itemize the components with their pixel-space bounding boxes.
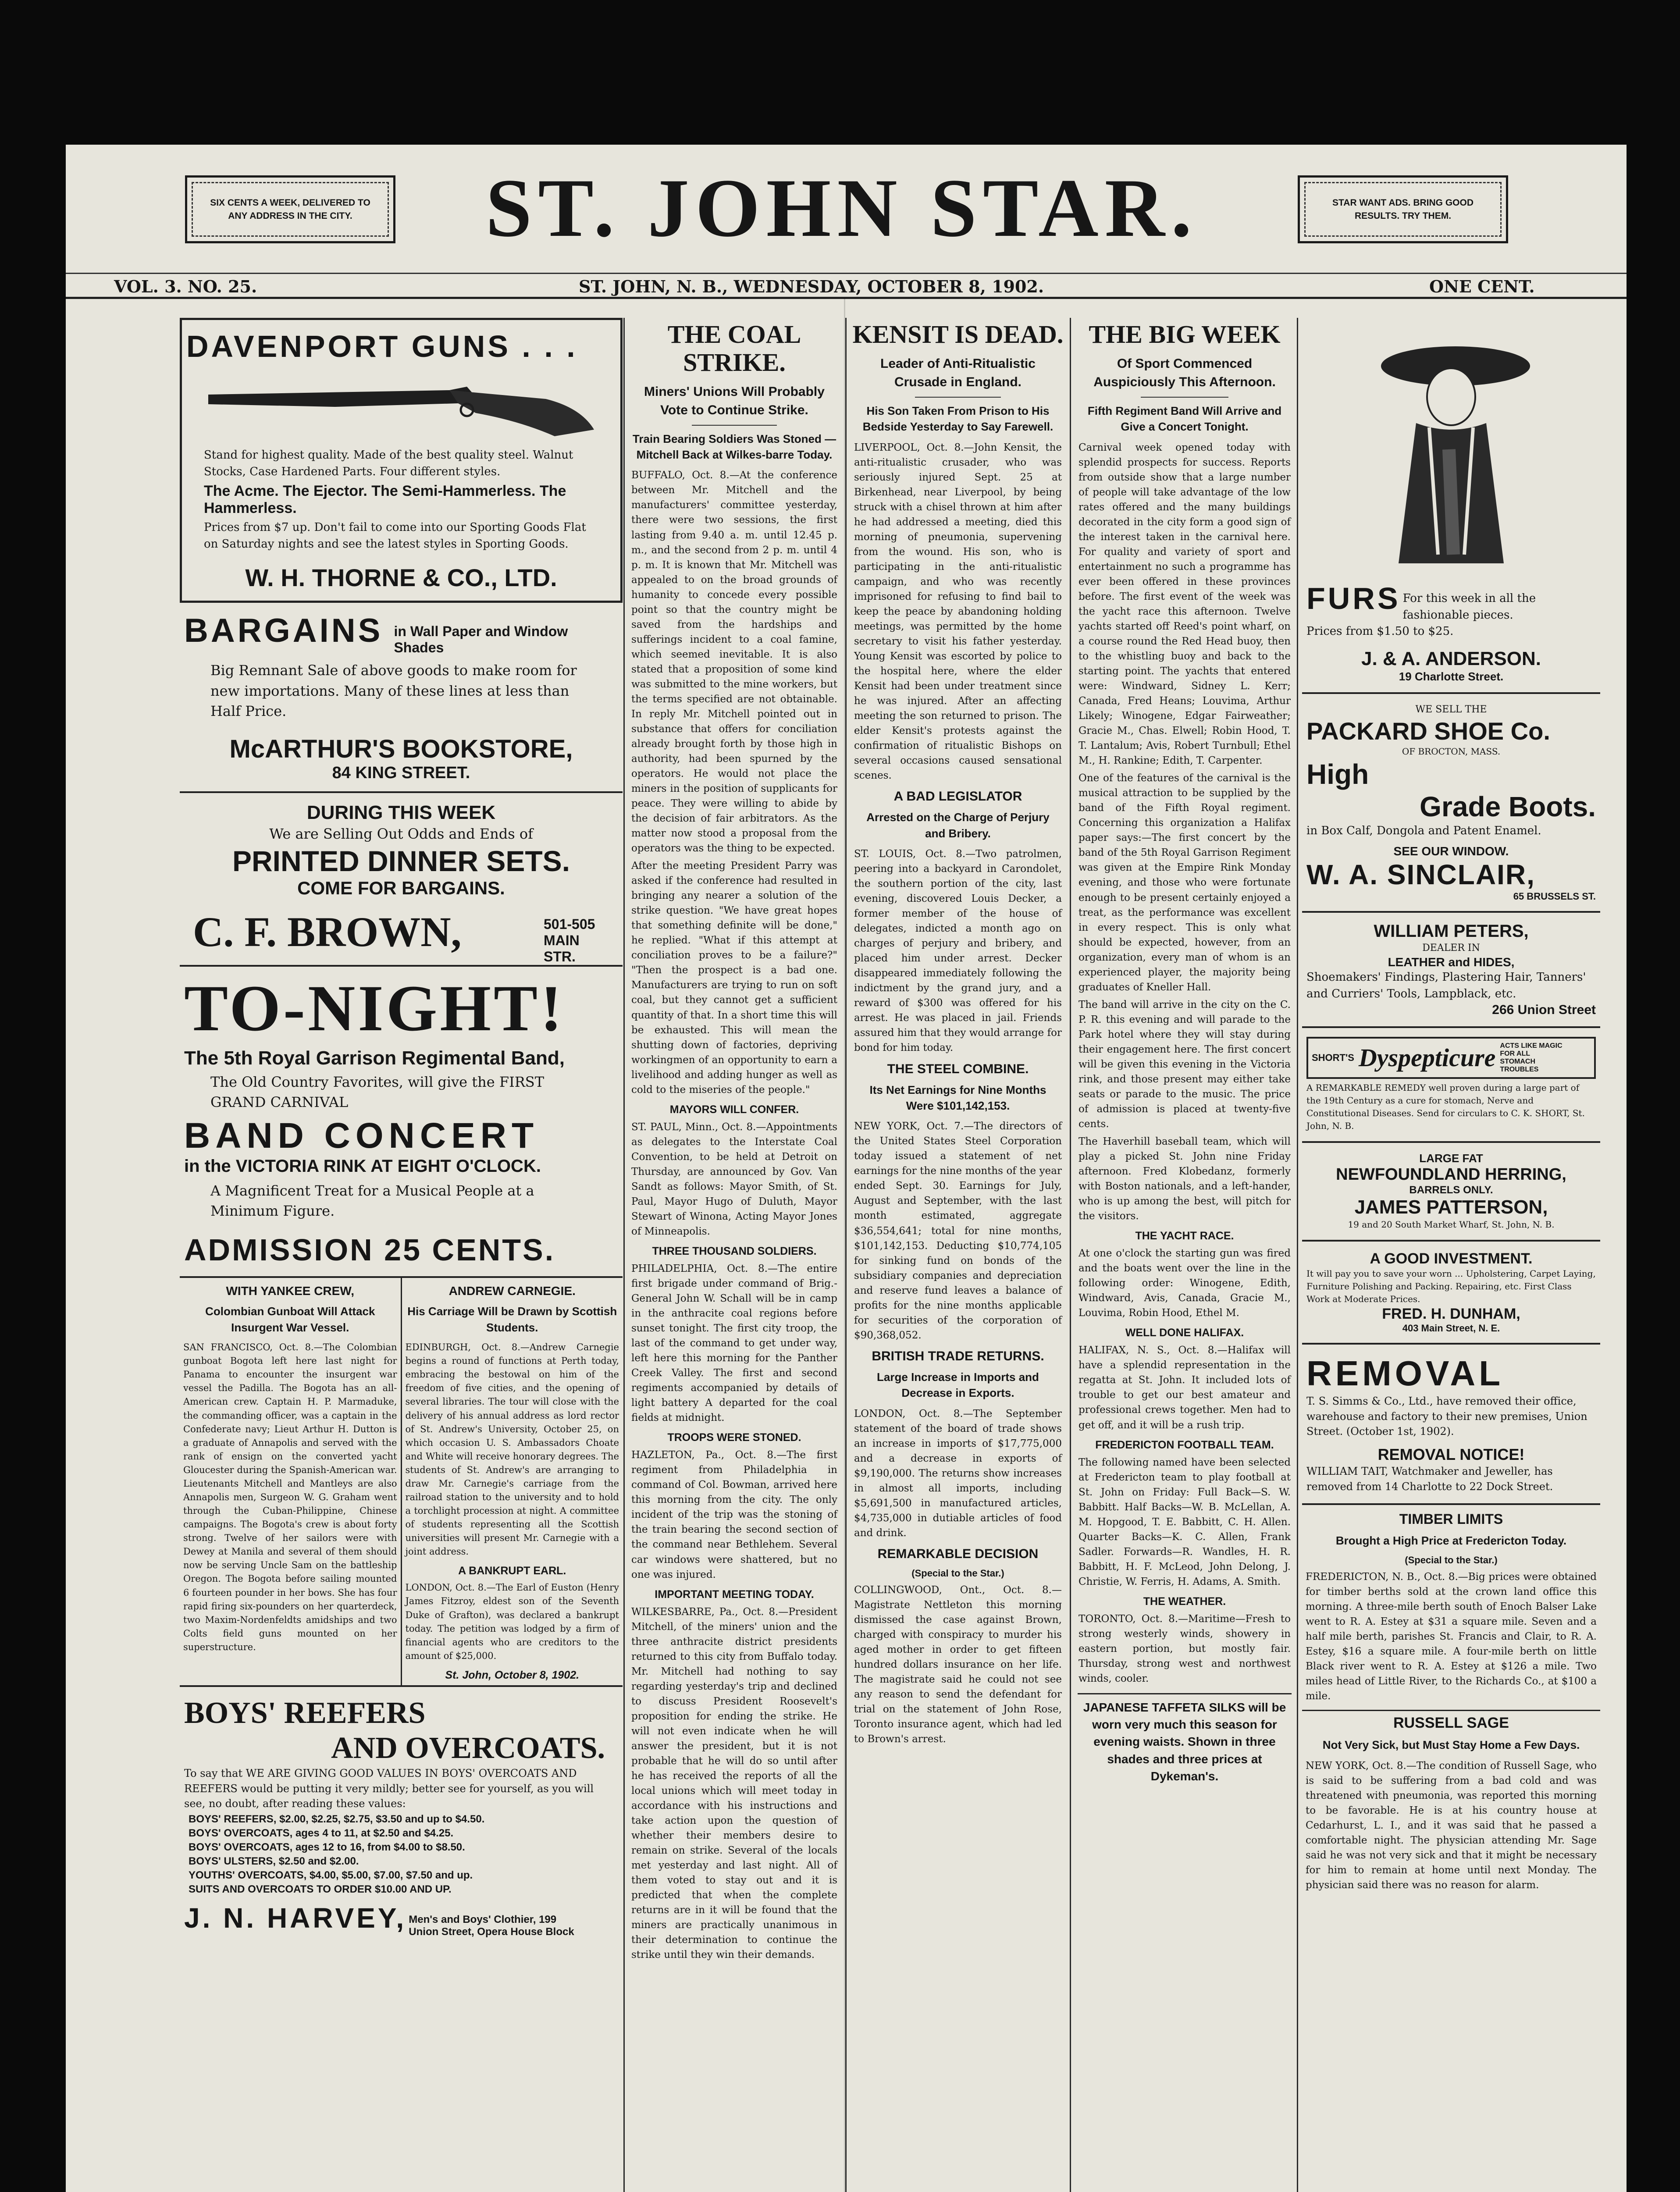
concert-treat: A Magnificent Treat for a Musical People at a Minimum Figure. [210,1182,534,1219]
brown-name: C. F. BROWN, [193,908,462,955]
special-note: (Special to the Star.) [1405,1555,1498,1566]
football-body: The following named have been selected at Fredericton team to play football at St. John on Friday: Full Back—S. W. Babbitt. Half Backs—W. B. McLellan, A. M. Hopgood, T. E. Babbitt, C. H. Allen. Quarter Backs—K. C. Allen, Frank Sadler. Forwards—R. Wandles, H. R. Babbitt, H. F. McLeod, John Delong, J. Christie, W. Ferris, H. Adams, A. Smith. [1078,1456,1291,1587]
peters-leather: LEATHER and HIDES, [1388,955,1515,969]
dyspepticure-ad [1302,1028,1600,1143]
list-item: BOYS' OVERCOATS, ages 12 to 16, from $4.00 to $8.50. [189,1841,465,1854]
weather-headline: THE WEATHER. [1143,1595,1226,1608]
decision-body: COLLINGWOOD, Ont., Oct. 8.—Magistrate Nettleton this morning dismissed the case against Brown, charged with conspiracy to murder his aged mother in order to get fifteen hundred dollars insurance on her life. The magistrate said he could not see any reason to send the defendant for trial on the statement of John Rose, Toronto insurance agent, which had led to Brown's arrest. [854,1584,1062,1745]
kensit-headline: KENSIT IS DEAD. [852,320,1064,349]
peters-ad [1302,913,1600,1028]
timber-deck: Brought a High Price at Fredericton Today. [1335,1534,1567,1547]
big-week-body-2: One of the features of the carnival is the musical attraction to be supplied by the band of the Fifth Royal regiment. Concerning this organization a Halifax paper says:—The first concert by the band of the 5th Royal Garrison Regiment was given at the Empire Rink Monday evening, and those who were fortunate enough to be present certainly enjoyed a treat, as the performance was excellent in every respect. This is only what should be expected, however, from an organization, every man of whom is an experienced player, the majority being graduates of Kneller Hall. [1078,772,1291,993]
harvey-reefers-ad [180,1687,623,1947]
overcoats-title: AND OVERCOATS. [331,1731,605,1765]
davenport-description: Stand for highest quality. Made of the best quality steel. Walnut Stocks, Case Hardened Parts. Four different styles. [204,448,573,478]
coal-strike-deck: Miners' Unions Will Probably Vote to Continue Strike. [644,384,825,417]
investment-text: It will pay you to save your worn ... Upholstering, Carpet Laying, Furniture Polishing and Packing. Repairing, etc. First Class Work at Moderate Prices. [1306,1268,1596,1304]
brown-store [184,907,618,964]
peters-goods: Shoemakers' Findings, Plastering Hair, Tanners' and Curriers' Tools, Lampblack, etc. [1306,971,1586,1001]
column-rule [1070,318,1071,2192]
selling-out: We are Selling Out Odds and Ends of [269,826,533,843]
news-row [180,1278,623,1687]
see-window: SEE OUR WINDOW. [1393,844,1509,858]
kensit-body: LIVERPOOL, Oct. 8.—John Kensit, the anti-ritualistic crusader, who was seriously injured Sept. 25 at Birkenhead, near Liverpool, by being struck with a chisel thrown at him after he had addressed a meeting, died this morning of pneumonia, supervening from the wound. His son, who is participating in the anti-ritualistic campaign, and who was recently imprisoned for refusing to find bail to keep the peace by abandoning holding meetings, was permitted by the home secretary to visit his father yesterday. Young Kensit was escorted by police to the hospital here, where the elder Kensit had been under treatment since he was injured. After an affecting meeting the son returned to prison. The elder Kensit's protests against the confirmation of ritualistic Bishops on several occasions caused sensational scenes. [854,441,1062,782]
list-item: BOYS' ULSTERS, $2.50 and $2.00. [189,1855,359,1868]
we-sell: WE SELL THE [1415,704,1487,715]
herring-title: NEWFOUNDLAND HERRING, [1336,1165,1566,1184]
trade-deck: Large Increase in Imports and Decrease in Exports. [877,1370,1039,1400]
newspaper-page [66,145,1627,2192]
dunham-address: 403 Main Street, N. E. [1402,1322,1500,1334]
legislator-deck: Arrested on the Charge of Perjury and Bribery. [866,811,1050,840]
furs-subtitle: For this week in all the fashionable pieces. [1402,591,1536,622]
mcarthur-bookstore: McARTHUR'S BOOKSTORE, [229,735,573,764]
big-week-body-3: The band will arrive in the city on the C. P. R. this evening and will parade to the Park hotel where they will stay during their engagement here. The first concert will be given this evening in the Victoria rink, and those present may either take seats or parade to the music. The price of admission is placed at twenty-five cents. [1078,999,1291,1130]
dyspepticure-tagline: ACTS LIKE MAGIC FOR ALL STOMACH TROUBLES [1500,1042,1563,1073]
barrels-only: BARRELS ONLY. [1409,1184,1493,1196]
sinclair-name: W. A. SINCLAIR, [1306,859,1535,891]
yankee-crew-article [180,1278,402,1685]
decision-headline: REMARKABLE DECISION [877,1546,1039,1561]
packard-name: PACKARD SHOE Co. [1306,717,1550,745]
anderson-address: 19 Charlotte Street. [1399,669,1504,683]
patterson-name: JAMES PATTERSON, [1354,1196,1548,1218]
shorts-brand: SHORT'S [1312,1052,1354,1063]
steel-headline: THE STEEL COMBINE. [887,1061,1029,1076]
football-headline: FREDERICTON FOOTBALL TEAM. [1095,1438,1274,1451]
carnegie-deck: His Carriage Will be Drawn by Scottish Students. [407,1305,617,1334]
mayors-headline: MAYORS WILL CONFER. [669,1103,799,1116]
mayors-body: ST. PAUL, Minn., Oct. 8.—Appointments as delegates to the Interstate Coal Convention, to be held at Detroit on Thursday, are announced by Gov. Van Sandt as follows: Mayor Smith, of St. Paul, Mayor Hugo of Duluth, Mayor Stewart of Winona, Acting Mayor Jones of Minneapolis. [631,1121,837,1237]
want-ads-box [1298,175,1508,243]
harvey-signature [184,1902,618,1938]
sinclair-address: 65 BRUSSELS ST. [1513,891,1596,902]
simms-notice: T. S. Simms & Co., Ltd., have removed their office, warehouse and factory to their new premises, Union Street. (October 1st, 1902). [1306,1395,1587,1438]
anderson-name: J. & A. ANDERSON. [1361,648,1541,669]
investment-ad [1302,1242,1600,1345]
herring-ad [1302,1143,1600,1242]
packard-shoe-ad [1302,694,1600,913]
big-week-headline: THE BIG WEEK [1089,320,1281,349]
thorne-company: W. H. THORNE & CO., LTD. [245,563,557,591]
peters-dealer: DEALER IN [1422,943,1480,954]
reefers-title: BOYS' REEFERS [184,1696,426,1730]
reefers-intro: To say that WE ARE GIVING GOOD VALUES IN BOYS' OVERCOATS AND REEFERS would be putting it very mildly; better see for yourself, as you will see, no doubt, after reading these values: [184,1767,594,1810]
harvey-address: Men's and Boys' Clothier, 199 Union Street, Opera House Block [409,1913,574,1938]
list-item: BOYS' OVERCOATS, ages 4 to 11, at $2.50 and $4.25. [189,1827,454,1840]
weather-body: TORONTO, Oct. 8.—Maritime—Fresh to strong westerly winds, showery in eastern portion, but mostly fair. Thursday, strong west and northwest winds, cooler. [1078,1613,1291,1684]
davenport-title: DAVENPORT GUNS . . . [186,329,578,363]
meeting-headline: IMPORTANT MEETING TODAY. [655,1588,814,1601]
woman-in-furs-illustration [1363,335,1539,568]
band-favorites: The Old Country Favorites, will give the FIRST GRAND CARNIVAL [210,1073,545,1111]
furs-title: FURS [1306,581,1401,616]
shotgun-illustration [204,373,598,438]
band-concert-ad [180,967,623,1278]
printed-dinner-sets: PRINTED DINNER SETS. [232,844,570,877]
large-fat: LARGE FAT [1419,1151,1483,1165]
baseball-body: The Haverhill baseball team, which will play a picked St. John nine Friday afternoon. Fred Klobedanz, formerly with Boston nationals, and a left-hander, who is up among the best, will pitch for the visitors. [1078,1136,1291,1222]
earl-headline: A BANKRUPT EARL. [458,1565,566,1577]
dyspepticure-logo [1306,1037,1596,1079]
earl-body: LONDON, Oct. 8.—The Earl of Euston (Henry James Fitzroy, eldest son of the Seventh Duke of Grafton), was declared a bankrupt today. The petition was lodged by a firm of financial agents who are creditors to the amount of $25,000. [405,1582,619,1661]
removal-title: REMOVAL [1306,1353,1504,1393]
big-week-body: Carnival week opened today with splendid prospects for success. Reports from outside show that a large number of people will take advantage of the low rates offered and the many buildings decorated in the city form a good sign of the interest taken in the carnival here. For quality and variety of sport and entertainment no such a programme has ever been offered in these provinces before. The first event of the week was the yacht race this afternoon. Twelve yachts started off Reed's point wharf, on a course round the Red Head buoy, then to the whistling buoy and back to the starting point. The yachts that entered were: Windward, Sidney L. Kerr; Canada, Fred Heans; Louvima, Arthur Likely; Winogene, Edgar Fairweather; Gracie M., Chas. Elwell; Robin Hood, T. T. Lantalum; Avis, Robert Turnbull; Ethel M., H. Rankine; Edith, T. Carpenter. [1078,441,1291,767]
coal-strike-column [628,318,841,2192]
advert-column [180,318,623,2192]
dinner-sets-ad [180,793,623,966]
halifax-body: HALIFAX, N. S., Oct. 8.—Halifax will have a splendid representation in the regatta at St. John. It included lots of trouble to get our best amateur and professional crews together. Men had to get off, and it will be a rush trip. [1078,1345,1291,1431]
harvey-name: J. N. HARVEY, [184,1902,407,1934]
trade-headline: BRITISH TRADE RETURNS. [872,1349,1044,1363]
peters-name: WILLIAM PETERS, [1374,922,1529,941]
list-item: SUITS AND OVERCOATS TO ORDER $10.00 AND UP. [189,1883,452,1896]
removal-notice-title: REMOVAL NOTICE! [1377,1445,1525,1464]
coal-strike-subdeck: Train Bearing Soldiers Was Stoned —Mitchell Back at Wilkes-barre Today. [632,432,836,461]
patterson-address: 19 and 20 South Market Wharf, St. John, N. B. [1348,1219,1555,1230]
subscription-box [185,175,395,243]
troops-headline: TROOPS WERE STONED. [667,1431,801,1444]
divider [1141,397,1228,398]
removal-ad [1302,1345,1600,1505]
date-stamp: St. John, October 8, 1902. [445,1669,580,1681]
carnegie-headline: ANDREW CARNEGIE. [448,1284,576,1298]
dyspepticure-text: A REMARKABLE REMEDY well proven during a large part of the 19th Century as a cure for stomach, Nerve and Constitutional Diseases. Send for circulars to C. K. SHORT, St. John, N. B. [1306,1082,1585,1131]
come-for-bargains: COME FOR BARGAINS. [297,877,505,898]
taffeta-silks-ad: JAPANESE TAFFETA SILKS will be worn very much this season for evening waists. Shown in three shades and three prices at Dykeman's. [1078,1693,1292,1785]
sage-headline: RUSSELL SAGE [1302,1710,1600,1732]
kensit-column [851,318,1065,2192]
trade-body: LONDON, Oct. 8.—The September statement of the board of trade shows an increase in imports of $17,775,000 and a decrease in exports of $9,190,000. The returns show increases in almost all imports, including $5,691,500 in manufactured articles, $4,735,000 in dutiable articles of food and drink. [854,1408,1062,1539]
column-rule [623,318,625,2192]
dyspepticure-name: Dyspepticure [1358,1043,1496,1072]
bargains-ad [180,603,623,794]
davenport-guns-ad [180,318,623,603]
bargains-subtitle: in Wall Paper and Window Shades [394,623,568,656]
big-week-subdeck: Fifth Regiment Band Will Arrive and Give a Concert Tonight. [1087,404,1282,434]
sage-deck: Not Very Sick, but Must Stay Home a Few Days. [1322,1738,1580,1752]
bargains-text: Big Remnant Sale of above goods to make room for new importations. Many of these lines at less than Half Price. [210,662,577,720]
brocton-location: OF BROCTON, MASS. [1402,746,1501,757]
furs-ad [1302,572,1600,694]
soldiers-body: PHILADELPHIA, Oct. 8.—The entire first brigade under command of Brig.-General John W. Schall will be in camp in the anthracite coal regions before sunset tonight. The first city troop, the last of the command to get under way, left here this morning for the Panther Creek Valley. The first and second regiments accompanied by details of light battery A departed for the coal fields at midnight. [631,1263,837,1424]
kensit-subdeck: His Son Taken From Prison to His Bedside Yesterday to Say Farewell. [862,404,1054,434]
halifax-headline: WELL DONE HALIFAX. [1125,1327,1244,1339]
big-week-column [1075,318,1294,2192]
grade-boots: Grade Boots. [1420,790,1596,822]
want-ads-text: STAR WANT ADS. BRING GOOD RESULTS. TRY THEM. [1332,198,1474,221]
dateline-bar [66,273,1627,299]
volume-number: VOL. 3. NO. 25. [114,277,257,296]
troops-body: HAZLETON, Pa., Oct. 8.—The first regiment from Philadelphia in command of Col. Bowman, arrived here this morning from the city. The only incident of the trip was the stoning of the train bearing the second section of the command near Bethlehem. Several car windows were shattered, but no one was injured. [631,1449,837,1580]
investment-title: A GOOD INVESTMENT. [1370,1250,1533,1267]
issue-date: ST. JOHN, N. B., WEDNESDAY, OCTOBER 8, 1902. [579,277,1044,296]
list-item: YOUTHS' OVERCOATS, $4.00, $5.00, $7.00, $7.50 and up. [189,1869,473,1882]
carnegie-body: EDINBURGH, Oct. 8.—Andrew Carnegie begins a round of functions at Perth today, embracing the bestowal on him of the freedom of five cities, and the opening of several libraries. The tour will close with the delivery of his annual address as lord rector of St. Andrew's University, October 25, on which occasion U. S. Ambassadors Choate and White will receive honorary degrees. The students of St. Andrew's are arranging to draw Mr. Carnegie's carriage from the railroad station to the university and to hold a torchlight procession at night. A committee of students representing all the Scottish universities will present Mr. Carnegie with a joint address. [405,1342,619,1557]
coal-strike-headline: THE COAL STRIKE. [667,320,801,377]
during-week: DURING THIS WEEK [306,802,496,824]
admission-price: ADMISSION 25 CENTS. [184,1233,555,1267]
special-note: (Special to the Star.) [911,1567,1004,1579]
legislator-body: ST. LOUIS, Oct. 8.—Two patrolmen, peering into a backyard in Carondolet, the southern portion of the city, last evening, discovered Louis Decker, a former member of the house of delegates, indicted a month ago on charges of perjury and bribery, and placed him under arrest. Decker disappeared immediately following the indictment by the grand jury, and a reward of $300 was offered for his arrest. He was placed in jail. Friends assured him that they would arrange for bond for him today. [854,848,1062,1054]
yacht-race-headline: THE YACHT RACE. [1135,1230,1234,1242]
meeting-body: WILKESBARRE, Pa., Oct. 8.—President Mitchell, of the miners' union and the three anthracite district presidents returned to this city from Buffalo today. Mr. Mitchell had nothing to say regarding yesterday's trip and declined to discuss President Roosevelt's proposition for ending the strike. He will not even indicate when he will answer the president, but it is not probable that he will do so until after he has received the reports of all the local unions which will meet today in accordance with his instructions and take action upon the question of whether their members desire to remain on strike. Several of the locals met yesterday and last night. All of them voted to stay out and it is predicted that when the complete returns are in it will be found that the miners are practically unanimous in their determination to continue the strike until they win their demands. [631,1606,837,1961]
mcarthur-address: 84 KING STREET. [332,764,470,783]
soldiers-headline: THREE THOUSAND SOLDIERS. [652,1245,817,1257]
column-rule [1297,318,1298,2192]
column-rule [845,318,847,2192]
davenport-prices: Prices from $7 up. Don't fail to come into our Sporting Goods Flat on Saturday nights and see the latest styles in Sporting Goods. [204,521,586,551]
kensit-deck: Leader of Anti-Ritualistic Crusade in England. [880,356,1036,389]
steel-body: NEW YORK, Oct. 7.—The directors of the United States Steel Corporation today issued a statement of net earnings for the nine months of the year ended Sept. 30. Earnings for July, August and September, with the last month estimated, aggregate $36,554,641; total for nine months, $101,142,153. Deducting $10,774,105 for sinking fund on bonds of the subsidiary companies and depreciation and reserve fund leaves a balance of profits for the nine months applicable for securities of the corporation of $90,368,052. [854,1121,1062,1341]
davenport-styles: The Acme. The Ejector. The Semi-Hammerless. The Hammerless. [204,483,566,517]
sage-body: NEW YORK, Oct. 8.—The condition of Russell Sage, who is said to be suffering from a bad cold and was threatened with pneumonia, was reported this morning to be favorable. He is at his country house at Cedarhurst, L. I., and it was said that he passed a comfortable night. The physician attending Mr. Sage said he was not very sick and that it might be necessary for him to remain at home until next Monday. The physician said there was no reason for alarm. [1306,1760,1597,1891]
concert-location: in the VICTORIA RINK AT EIGHT O'CLOCK. [184,1156,541,1176]
peters-address: 266 Union Street [1492,1002,1596,1017]
right-ads-column [1302,318,1600,2192]
tait-notice: WILLIAM TAIT, Watchmaker and Jeweller, has removed from 14 Charlotte to 22 Dock Street. [1306,1465,1553,1493]
brown-address: 501-505 MAIN STR. [544,916,595,964]
timber-body: FREDERICTON, N. B., Oct. 8.—Big prices were obtained for timber berths sold at the crown land office this morning. A three-mile berth south of Enoch Balser Lake went to R. A. Estey at $31 a square mile. Seven and a half mile berth, parishes St. Francis and Clair, to R. A. Estey, $16 a square mile. A four-mile berth on little Black river went to R. A. Estey at $126 a mile. Two miles head of Little River, to the Richards Co., at $100 a mile. [1306,1571,1597,1702]
coal-strike-body-2: After the meeting President Parry was asked if the conference had resulted in bringing any nearer a solution of the strike question. "We have great hopes that something definite will be done," he replied. "What if this attempt at conciliation proves to be a failure?" "Then the prospect is a bad one. Manufacturers are trying to run on soft coal, but they cannot get a sufficient quantity of that. In a short time this will be exhausted. This will mean the shutting down of factories, depriving workingmen of an opportunity to earn a livelihood and adding hunger as well as cold to the miseries of the people." [631,860,837,1096]
high-grade: High [1306,758,1369,790]
yankee-deck: Colombian Gunboat Will Attack Insurgent War Vessel. [205,1305,375,1334]
furs-prices: Prices from $1.50 to $25. [1306,625,1454,638]
timber-headline: TIMBER LIMITS [1399,1511,1503,1527]
yacht-race-body: At one o'clock the starting gun was fired and the boats went over the line in the following order: Winogene, Edith, Windward, Avis, Canada, Gracie M., Louvima, Robin Hood, Ethel M. [1078,1248,1291,1319]
band-name: The 5th Royal Garrison Regimental Band, [184,1047,565,1069]
yankee-headline: WITH YANKEE CREW, [226,1284,354,1298]
tonight-heading: TO-NIGHT! [184,971,565,1045]
price: ONE CENT. [1429,277,1535,296]
coal-strike-body: BUFFALO, Oct. 8.—At the conference between Mr. Mitchell and the manufacturers' committee yesterday, there were two sessions, the first lasting from 9.40 a. m. until 12.45 p. m., and the second from 2 p. m. until 4 p. m. It is known that Mr. Mitchell was appealed to on the broad grounds of humanity to concede every possible point so that the country might be saved from the hardships and sufferings incident to a coal famine, which seemed inevitable. It is also stated that a proposition of some kind was submitted to the mine workers, but the terms specified are not obtainable. In reply Mr. Mitchell pointed out in substance that offers for conciliation already brought forth by those high in authority, had been spurned by the operators. He would not place the miners in the position of supplicants for peace. They were willing to abide by the decision of fair arbitrators. As the matter now stood a proposal from the operators was the thing to be expected. [631,470,837,854]
boot-kinds: in Box Calf, Dongola and Patent Enamel. [1306,824,1541,837]
bargains-title: BARGAINS [184,612,383,649]
carnegie-article [402,1278,623,1685]
divider [692,425,777,426]
band-concert-title: BAND CONCERT [184,1115,539,1156]
big-week-deck: Of Sport Commenced Auspiciously This Afternoon. [1093,356,1276,389]
dunham-name: FRED. H. DUNHAM, [1382,1305,1520,1322]
newspaper-title: ST. JOHN STAR. [485,162,1198,254]
yankee-body: SAN FRANCISCO, Oct. 8.—The Colombian gunboat Bogota left here last night for Panama to encounter the insurgent war vessel the Padilla. The Bogota has an all-American crew. Captain H. P. Marmaduke, the commanding officer, was a captain in the Confederate navy; Lieut Arthur H. Dutton is a graduate of Annapolis and served with the rank of ensign on the converted yacht Gloucester during the Spanish-American war. Lieutenants Mitchell and Mantleys are also Annapolis men, Surgeon W. G. Graham went through the Cuban-Philippine, Chinese campaigns. The Bogota's crew is about forty strong. Twelve of her sailors were with Dewey at Manila and several of them should now be serving Uncle Sam on the battleship Oregon. The Bogota before sailing mounted 6 fourteen pounder in her bows. She has four rapid firing six-pounders on her quarterdeck, two Maxim-Nordenfeldts amidships and two Colts field guns mounted on her superstructure. [183,1342,397,1652]
legislator-headline: A BAD LEGISLATOR [893,789,1022,804]
reefers-price-list [184,1813,618,1896]
list-item: BOYS' REEFERS, $2.00, $2.25, $2.75, $3.50 and up to $4.50. [189,1813,485,1825]
divider [915,397,1001,398]
subscription-text: SIX CENTS A WEEK, DELIVERED TO ANY ADDRESS IN THE CITY. [210,198,370,221]
steel-deck: Its Net Earnings for Nine Months Were $101,142,153. [869,1083,1046,1112]
